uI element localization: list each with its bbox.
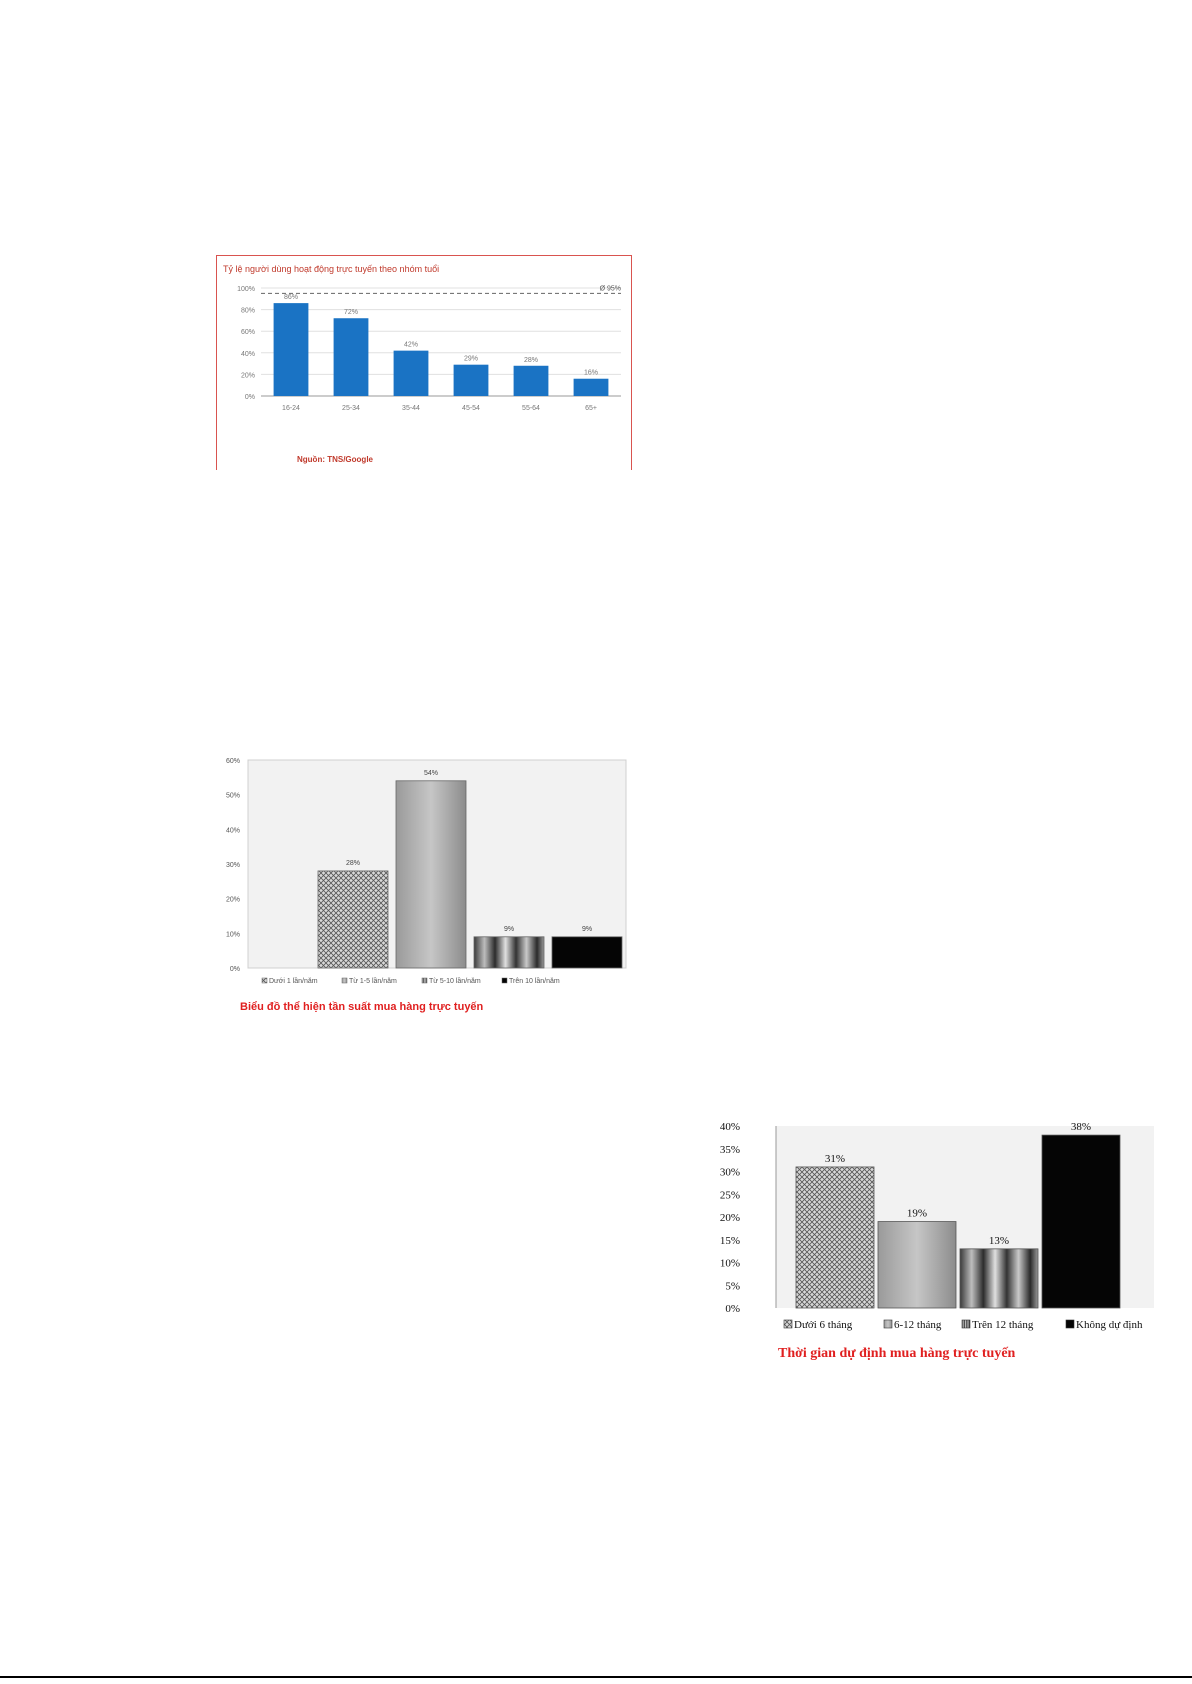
y-tick-label: 30%	[225, 862, 240, 869]
legend-swatch	[262, 978, 267, 983]
bar	[396, 781, 466, 968]
bar	[514, 366, 549, 396]
legend-label: Dưới 1 lần/năm	[269, 978, 318, 985]
y-tick-label: 30%	[719, 1166, 740, 1179]
y-tick-label: 40%	[719, 1121, 740, 1133]
bar	[274, 303, 309, 396]
page-bottom-rule	[0, 1676, 1192, 1678]
y-tick-label: 10%	[225, 931, 240, 939]
purchase-frequency-chart	[216, 748, 630, 1024]
y-tick-label: 0%	[229, 966, 240, 973]
y-tick-label: 60%	[225, 758, 240, 765]
age-activity-chart-svg	[217, 256, 631, 470]
legend-label: Không dự định	[1076, 1319, 1143, 1331]
bar-value-label: 16%	[583, 369, 599, 377]
x-tick-label: 65+	[585, 405, 597, 412]
bar	[454, 365, 489, 396]
y-tick-label: 0%	[244, 394, 255, 401]
x-tick-label: 45-54	[462, 405, 480, 412]
y-tick-label: 20%	[240, 372, 255, 380]
legend-swatch	[784, 1320, 792, 1328]
legend-label: 6-12 tháng	[894, 1319, 942, 1331]
bar-value-label: 38%	[1070, 1121, 1092, 1134]
x-tick-label: 25-34	[342, 405, 360, 412]
bar	[394, 351, 429, 396]
y-tick-label: 35%	[719, 1143, 740, 1156]
y-tick-label: 60%	[240, 329, 255, 337]
bar-value-label: 9%	[581, 925, 593, 933]
y-tick-label: 15%	[719, 1234, 740, 1247]
bar	[878, 1222, 956, 1308]
bar-value-label: 31%	[824, 1152, 846, 1165]
legend-label: Dưới 6 tháng	[794, 1319, 853, 1331]
y-tick-label: 20%	[225, 896, 240, 904]
chart-title: Tỷ lệ người dùng hoạt động trực tuyến theo nhóm tuổi	[223, 264, 440, 274]
bar-value-label: 72%	[343, 309, 359, 317]
bar-value-label: 29%	[463, 355, 479, 363]
bar	[796, 1167, 874, 1308]
bar-value-label: 28%	[345, 859, 361, 867]
legend-label: Từ 1-5 lần/năm	[349, 978, 397, 985]
legend-swatch	[962, 1320, 970, 1328]
age-activity-chart	[216, 255, 632, 470]
bar-value-label: 28%	[523, 356, 539, 364]
purchase-intent-chart	[712, 1112, 1162, 1370]
bar-value-label: 42%	[403, 341, 419, 349]
y-tick-label: 0%	[725, 1303, 740, 1315]
reference-line-label: Ø 95%	[599, 285, 621, 293]
purchase-intent-chart-svg	[712, 1112, 1162, 1370]
purchase-frequency-chart-svg	[216, 748, 630, 1024]
bar-value-label: 86%	[283, 294, 299, 302]
legend-swatch	[422, 978, 427, 983]
legend-swatch	[502, 978, 507, 983]
legend-label: Trên 12 tháng	[972, 1319, 1034, 1331]
legend-label: Trên 10 lần/năm	[509, 978, 560, 985]
bar	[334, 318, 369, 396]
legend-swatch	[1066, 1320, 1074, 1328]
bar	[574, 379, 609, 396]
bar	[318, 871, 388, 968]
y-tick-label: 10%	[719, 1257, 740, 1270]
bar	[960, 1249, 1038, 1308]
y-tick-label: 50%	[225, 792, 240, 800]
bar	[1042, 1135, 1120, 1308]
legend-swatch	[342, 978, 347, 983]
bar-value-label: 9%	[503, 925, 515, 933]
chart-source: Nguồn: TNS/Google	[297, 455, 373, 464]
y-tick-label: 5%	[725, 1280, 740, 1293]
chart-title: Biểu đồ thể hiện tần suất mua hàng trực tuyến	[240, 1001, 484, 1013]
legend-label: Từ 5-10 lần/năm	[429, 978, 481, 985]
y-tick-label: 25%	[719, 1189, 740, 1202]
legend-swatch	[884, 1320, 892, 1328]
y-tick-label: 80%	[240, 307, 255, 315]
y-tick-label: 20%	[719, 1212, 740, 1224]
bar-value-label: 54%	[423, 769, 439, 777]
y-tick-label: 40%	[240, 350, 255, 358]
x-tick-label: 35-44	[402, 405, 420, 412]
x-tick-label: 16-24	[282, 405, 300, 412]
x-tick-label: 55-64	[522, 405, 540, 412]
chart-title: Thời gian dự định mua hàng trực tuyến	[778, 1346, 1016, 1361]
bar-value-label: 13%	[988, 1234, 1010, 1247]
y-tick-label: 40%	[225, 827, 240, 835]
bar-value-label: 19%	[906, 1207, 928, 1220]
bar	[552, 937, 622, 968]
y-tick-label: 100%	[237, 286, 255, 293]
bar	[474, 937, 544, 968]
